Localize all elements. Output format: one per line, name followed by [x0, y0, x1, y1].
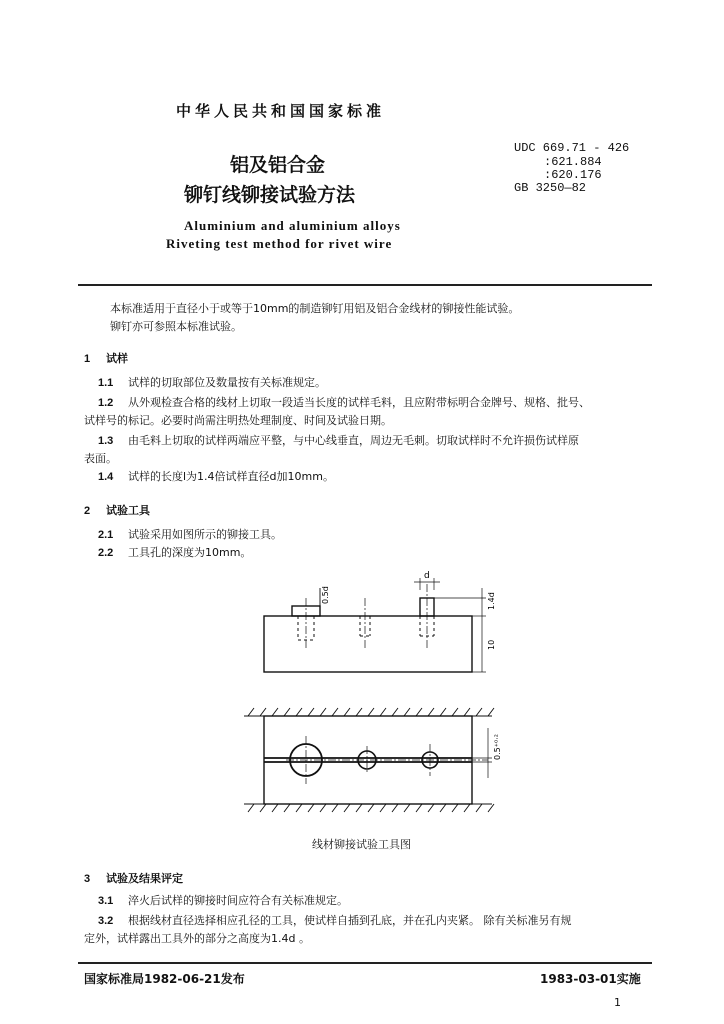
item-text: 工具孔的深度为10mm。 [128, 546, 252, 559]
section1-number: 1 [84, 353, 91, 365]
title-zh-line2: 铆钉线铆接试验方法 [184, 184, 356, 206]
item-text: 试样的长度l为1.4倍试样直径d加10mm。 [128, 470, 334, 483]
tool-body-side [264, 616, 472, 672]
item-number: 3.1 [98, 895, 114, 907]
figure-caption: 线材铆接试验工具图 [312, 838, 411, 851]
item-1-1 [98, 374, 326, 392]
item-number: 3.2 [98, 915, 114, 927]
dim-d: d [424, 571, 430, 581]
gb-number: GB 3250—82 [514, 181, 587, 195]
dim-10: 10 [487, 639, 496, 650]
item-text: 试样的切取部位及数量按有关标准规定。 [128, 376, 326, 389]
header-divider [78, 284, 652, 286]
section3-title: 试验及结果评定 [106, 872, 183, 885]
issue-date: 国家标准局1982-06-21发布 [84, 972, 245, 986]
dim-half-d: 0.5d [321, 586, 330, 604]
tool-top-view [244, 708, 494, 812]
item-text: 淬火后试样的铆接时间应符合有关标准规定。 [128, 894, 348, 907]
dim-1-4d: 1.4d [487, 592, 496, 610]
item-number: 2.2 [98, 547, 114, 559]
item-text: 试验采用如图所示的铆接工具。 [128, 528, 282, 541]
udc-code-3: :620.176 [544, 168, 602, 182]
riveting-tool-figure [230, 568, 510, 828]
footer-divider [78, 962, 652, 964]
item-1-3-cont: 表面。 [84, 452, 117, 465]
item-3-2-cont: 定外，试样露出工具外的部分之高度为1.4d 。 [84, 932, 310, 945]
item-number: 2.1 [98, 529, 114, 541]
section2-title: 试验工具 [106, 504, 150, 517]
item-1-4 [98, 468, 334, 486]
tool-side-view [264, 578, 486, 672]
item-1-3 [98, 432, 579, 450]
item-number: 1.2 [98, 397, 114, 409]
section2-number: 2 [84, 505, 91, 517]
udc-code-2: :621.884 [544, 155, 602, 169]
tolerance-dim [472, 728, 492, 778]
item-text: 从外观检查合格的线材上切取一段适当长度的试样毛料，且应附带标明合金牌号、规格、批号、 [128, 396, 590, 409]
standard-header: 中华人民共和国国家标准 [176, 102, 386, 120]
item-number: 1.1 [98, 377, 114, 389]
intro-line1: 本标准适用于直径小于或等于10mm的制造铆钉用铝及铝合金线材的铆接性能试验。 [110, 302, 520, 315]
item-3-2 [98, 912, 572, 930]
intro-line2: 铆钉亦可参照本标准试验。 [110, 320, 242, 333]
title-en-line2: Riveting test method for rivet wire [166, 236, 393, 251]
section3-heading [84, 870, 183, 886]
hidden-holes [298, 616, 434, 640]
effective-date: 1983-03-01实施 [540, 972, 641, 986]
section1-title: 试样 [106, 352, 128, 365]
hatching-top [244, 708, 494, 716]
section3-number: 3 [84, 873, 91, 885]
hatching-bottom [244, 804, 494, 812]
page-number: 1 [614, 996, 621, 1009]
item-1-2-cont: 试样号的标记。必要时尚需注明热处理制度、时间及试验日期。 [84, 414, 392, 427]
item-3-1 [98, 892, 348, 910]
dimension-lines [320, 578, 486, 672]
item-text: 由毛料上切取的试样两端应平整，与中心线垂直，周边无毛刺。切取试样时不允许损伤试样原 [128, 434, 579, 447]
item-number: 1.3 [98, 435, 114, 447]
item-number: 1.4 [98, 471, 114, 483]
dim-tolerance: 0.5⁺⁰·² [493, 734, 502, 760]
item-1-2 [98, 394, 590, 412]
item-2-2 [98, 544, 251, 562]
centerlines-top [286, 736, 488, 784]
title-zh-line1: 铝及铝合金 [230, 154, 326, 176]
item-2-1 [98, 526, 282, 544]
udc-code: UDC 669.71 - 426 [514, 141, 630, 155]
title-en-line1: Aluminium and aluminium alloys [184, 218, 401, 233]
section1-heading [84, 350, 128, 366]
item-text: 根据线材直径选择相应孔径的工具，使试样自插到孔底，并在孔内夹紧。 除有关标准另有规 [128, 914, 572, 927]
section2-heading [84, 502, 150, 518]
